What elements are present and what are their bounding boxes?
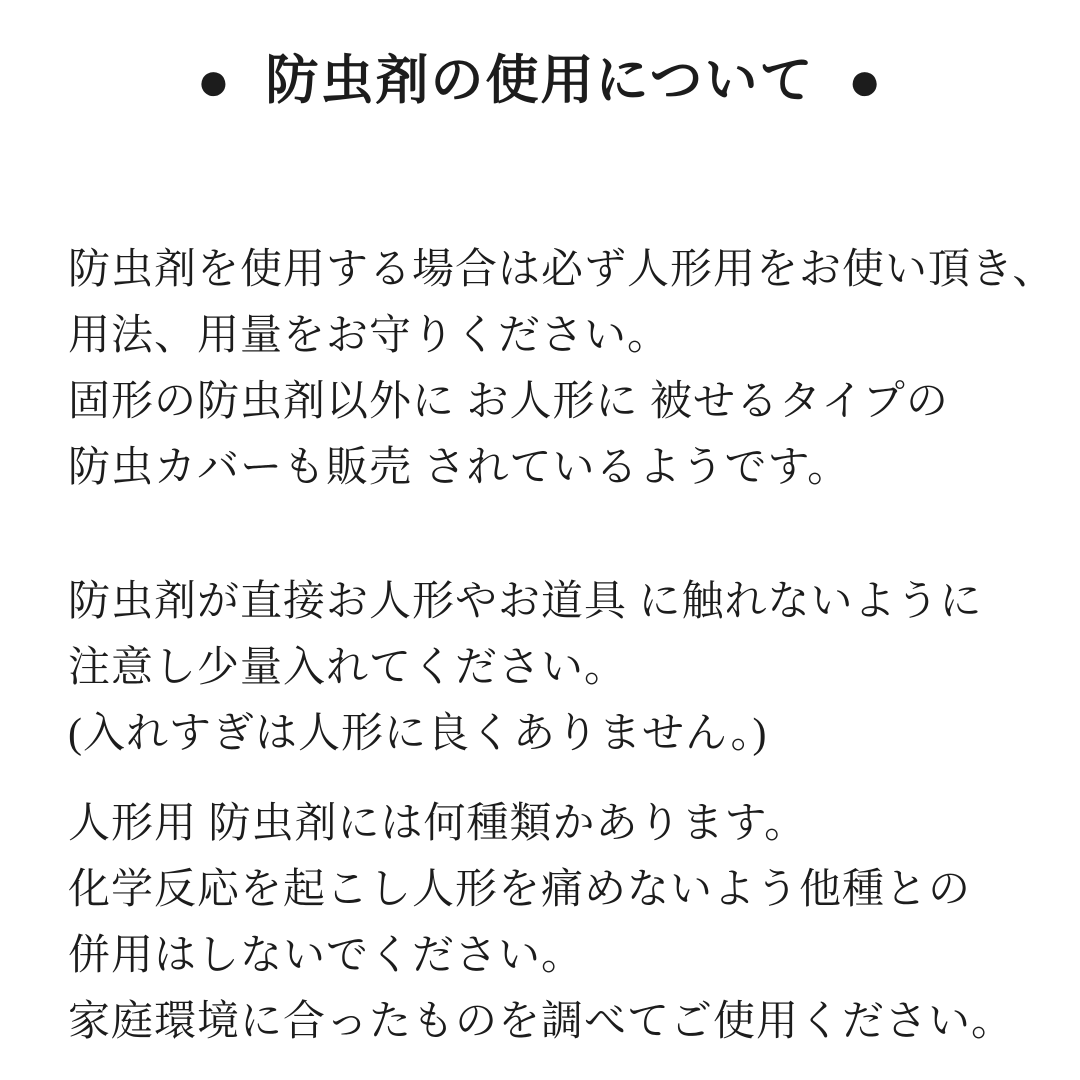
paragraph-types — [68, 791, 1050, 1055]
title-bullet-right-icon: ● — [847, 51, 884, 113]
text-line: 注意し少量入れてください。 — [68, 645, 628, 691]
text-line: 化学反応を起こし人形を痛めないよう他種との — [68, 867, 972, 913]
text-line: 併用はしないでください。 — [68, 933, 585, 979]
text-line: 人形用 防虫剤には何種類かあります。 — [68, 801, 808, 847]
text-line: 家庭環境に合ったものを調べてご使用ください。 — [68, 999, 1015, 1045]
page-title-text: 防虫剤の使用について — [265, 52, 815, 110]
text-line: (入れすぎは人形に良くありません。) — [68, 711, 768, 757]
title-bullet-left-icon: ● — [196, 51, 233, 113]
page-title — [0, 44, 1080, 119]
text-line: 防虫剤が直接お人形やお道具 に触れないように — [68, 579, 983, 625]
text-line: 用法、用量をお守りください。 — [68, 313, 671, 359]
text-line: 防虫剤を使用する場合は必ず人形用をお使い頂き、 — [68, 247, 1056, 293]
paragraph-caution — [68, 569, 1050, 767]
paragraph-usage — [68, 237, 1056, 501]
text-line: 固形の防虫剤以外に お人形に 被せるタイプの — [68, 379, 949, 425]
text-line: 防虫カバーも販売 されているようです。 — [68, 445, 851, 491]
